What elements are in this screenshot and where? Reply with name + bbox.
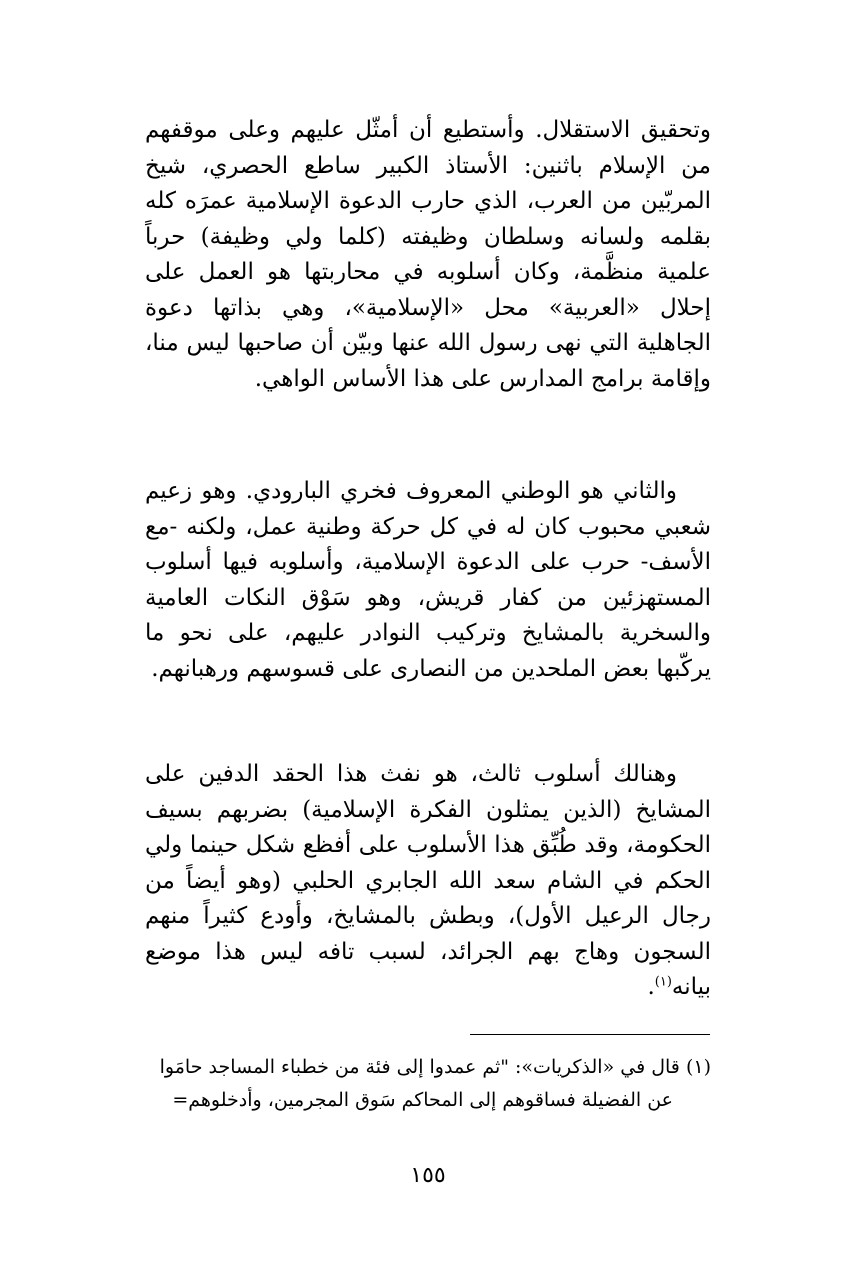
paragraph-3-body [145,757,711,1006]
paragraph-2-text: والثاني هو الوطني المعروف فخري البارودي. وهو زعيم شعبي محبوب كان له في كل حركة وطنية عمل، ولكنه -مع الأسف- حرب على الدعوة الإسلامية، وأسلوبه فيها أسلوب المستهزئين من كفار قريش، وهو سَوْق النكات العامية والسخرية بالمشايخ وتركيب النوادر عليهم، على نحو ما يركّبها بعض الملحدين من النصارى على قسوسهم ورهبانهم. [145,478,711,682]
footnote [145,1051,711,1117]
page-number: ١٥٥ [410,1163,446,1188]
paragraph-1-text: وتحقيق الاستقلال. وأستطيع أن أمثّل عليهم وعلى موقفهم من الإسلام باثنين: الأستاذ الكبير ساطع الحصري، شيخ المربّين من العرب، الذي حارب الدعوة الإسلامية عمرَه كله بقلمه ولسانه وسلطان وظيفته (كلما ولي وظيفة) حرباً علمية منظَّمة، وكان أسلوبه في محاربتها هو العمل على إحلال «العربية» محل «الإسلامية»، وهي بذاتها دعوة الجاهلية التي نهى رسول الله عنها وبيّن أن صاحبها ليس منا، وإقامة برامج المدارس على هذا الأساس الواهي. [145,117,711,392]
paragraph-3-end: . [647,974,655,1000]
footnote-line-2 [145,1084,711,1117]
footnote-divider [470,1034,710,1035]
footnote-text-1: قال في «الذكريات»: "ثم عمدوا إلى فئة من خطباء المساجد حامَوا [159,1056,680,1078]
footnote-text-2: عن الفضيلة فساقوهم إلى المحاكم سَوق المجرمين، وأدخلوهم= [172,1089,673,1111]
footnote-label: (١) [685,1056,711,1078]
footnote-line-1 [145,1051,711,1084]
footnote-marker[interactable]: (١) [654,974,672,990]
paragraph-3 [145,757,711,1006]
paragraph-3-text: وهنالك أسلوب ثالث، هو نفث هذا الحقد الدفين على المشايخ (الذين يمثلون الفكرة الإسلامية) بضربهم بسيف الحكومة، وقد طُبِّق هذا الأسلوب على أفظع شكل حينما ولي الحكم في الشام سعد الله الجابري الحلبي (وهو أيضاً من رجال الرعيل الأول)، وبطش بالمشايخ، وأودع كثيراً منهم السجون وهاج بهم الجرائد، لسبب تافه ليس هذا موضع بيانه [145,761,711,1000]
paragraph-1 [145,113,711,397]
paragraph-2 [145,474,711,687]
